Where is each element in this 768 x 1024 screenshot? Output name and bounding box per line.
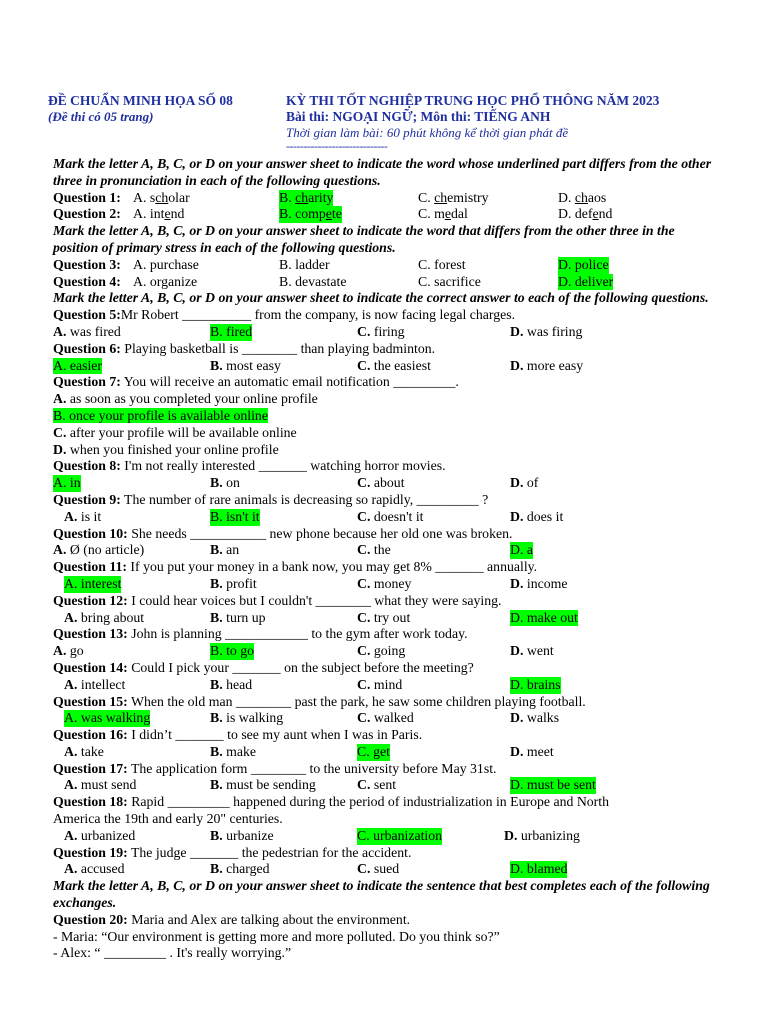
option-d: D. brains (510, 676, 561, 692)
question-13-options (53, 643, 723, 660)
question-stem: Maria and Alex are talking about the environment. (127, 911, 411, 927)
question-10-options (53, 542, 723, 559)
question-stem: She needs ___________ new phone because her old one was broken. (127, 525, 513, 541)
option-c: C. sacrifice (418, 273, 481, 289)
question-17-options (53, 777, 723, 794)
option-b: B. devastate (279, 273, 347, 289)
instruction-pronunciation: Mark the letter A, B, C, or D on your answer sheet to indicate the word whose underlined part differs from the other three in pronunciation in each of the following questions. (53, 156, 712, 188)
question-label: Question 2: (53, 206, 121, 222)
question-label: Question 8: (53, 458, 121, 474)
option-d: D. a (510, 542, 533, 558)
question-13-stem (53, 626, 723, 643)
option-c: C. money (357, 575, 412, 591)
option-b: B. compete (279, 206, 342, 222)
question-10-stem (53, 526, 723, 543)
option-c: C. sent (357, 777, 397, 793)
option-a: A. was walking (64, 710, 151, 726)
question-stem: The application form ________ to the university before May 31st. (127, 760, 497, 776)
option-d: D. must be sent (510, 777, 596, 793)
dialogue-line-maria: - Maria: “Our environment is getting more and more polluted. Do you think so?” (53, 928, 500, 944)
question-8-stem (53, 458, 723, 475)
option-a: A. Ø (no article) (53, 542, 145, 558)
option-a: A. take (64, 743, 104, 759)
question-18-stem-cont: America the 19th and early 20" centuries. (53, 811, 283, 827)
question-1 (53, 190, 723, 207)
option-a: A. go (53, 643, 84, 659)
exam-title: ĐỀ CHUẨN MINH HỌA SỐ 08 (48, 93, 233, 108)
question-stem: If you put your money in a bank now, you may get 8% _______ annually. (126, 559, 538, 575)
option-a: A. was fired (53, 323, 121, 339)
page-count: (Đề thi có 05 trang) (48, 109, 154, 124)
option-a: A. intellect (64, 676, 126, 692)
question-stem: Rapid _________ happened during the period of industrialization in Europe and North (127, 794, 610, 810)
question-stem: I'm not really interested _______ watching horror movies. (120, 458, 446, 474)
option-b: B. urbanize (210, 827, 274, 843)
question-label: Question 16: (53, 727, 128, 743)
option-c: C. the (357, 542, 391, 558)
option-c: C. doesn't it (357, 508, 424, 524)
exam-content (53, 156, 723, 962)
option-d: D. income (510, 575, 568, 591)
option-d: D. chaos (558, 189, 607, 205)
option-a: A. in (53, 475, 81, 491)
question-stem: Mr Robert __________ from the company, is now facing legal charges. (120, 307, 516, 323)
header-right (286, 93, 726, 152)
question-stem: When the old man ________ past the park, he saw some children playing football. (127, 693, 586, 709)
option-b: B. isn't it (210, 508, 260, 524)
question-2 (53, 206, 723, 223)
option-c: C. mind (357, 676, 403, 692)
question-6-stem (53, 341, 723, 358)
question-5-stem (53, 307, 723, 324)
option-c: C. try out (357, 609, 411, 625)
option-b: B. an (210, 542, 240, 558)
question-stem: I could hear voices but I couldn't ________ what they were saying. (127, 592, 502, 608)
question-stem: Playing basketball is ________ than playing badminton. (120, 340, 436, 356)
question-15-options (53, 710, 723, 727)
dialogue-line-alex: - Alex: “ _________ . It's really worrying.” (53, 945, 292, 961)
question-label: Question 15: (53, 693, 128, 709)
option-c: C. forest (418, 256, 466, 272)
option-a: A. easier (53, 357, 103, 373)
question-label: Question 20: (53, 911, 128, 927)
option-d: D. went (510, 643, 554, 659)
option-b: B. fired (210, 323, 253, 339)
question-label: Question 1: (53, 189, 121, 205)
question-stem: You will receive an automatic email notification _________. (120, 374, 459, 390)
subject-line: Bài thi: NGOẠI NGỮ; Môn thi: TIẾNG ANH (286, 109, 551, 124)
question-label: Question 9: (53, 491, 121, 507)
question-stem: John is planning ____________ to the gym after work today. (127, 626, 468, 642)
question-7-option-d: D. when you finished your online profile (53, 441, 279, 457)
option-c: C. about (357, 475, 405, 491)
question-9-options (53, 509, 723, 526)
option-a: A. scholar (133, 189, 190, 205)
question-stem: Could I pick your _______ on the subject before the meeting? (127, 659, 474, 675)
question-stem: The judge _______ the pedestrian for the accident. (127, 844, 412, 860)
option-d: D. was firing (510, 323, 583, 339)
option-b: B. head (210, 676, 253, 692)
question-label: Question 19: (53, 844, 128, 860)
option-d: D. deliver (558, 273, 614, 289)
option-c: C. going (357, 643, 406, 659)
question-7-option-a: A. as soon as you completed your online profile (53, 391, 318, 407)
instruction-correct-answer: Mark the letter A, B, C, or D on your answer sheet to indicate the correct answer to each of the following questions. (53, 290, 709, 306)
option-c: C. the easiest (357, 357, 431, 373)
option-b: B. on (210, 475, 240, 491)
question-label: Question 14: (53, 659, 128, 675)
option-d: D. of (510, 475, 539, 491)
question-stem: I didn’t _______ to see my aunt when I was in Paris. (127, 727, 423, 743)
question-20-stem (53, 912, 723, 929)
option-b: B. profit (210, 575, 257, 591)
question-label: Question 18: (53, 794, 128, 810)
option-d: D. make out (510, 609, 578, 625)
option-b: B. make (210, 743, 256, 759)
question-label: Question 10: (53, 525, 128, 541)
exam-name: KỲ THI TỐT NGHIỆP TRUNG HỌC PHỔ THÔNG NĂM 2023 (286, 93, 660, 108)
option-c: C. chemistry (418, 189, 489, 205)
question-11-options (53, 576, 723, 593)
question-label: Question 7: (53, 374, 121, 390)
option-d: D. more easy (510, 357, 584, 373)
option-a: A. intend (133, 206, 185, 222)
time-limit: Thời gian làm bài: 60 phút không kể thời gian phát đề (286, 125, 569, 140)
option-b: B. charged (210, 861, 270, 877)
question-label: Question 3: (53, 256, 121, 272)
option-b: B. to go (210, 643, 255, 659)
option-b: B. most easy (210, 357, 281, 373)
option-a: A. purchase (133, 256, 199, 272)
option-b: B. must be sending (210, 777, 316, 793)
question-9-stem (53, 492, 723, 509)
question-7-stem (53, 374, 723, 391)
question-5-options (53, 324, 723, 341)
question-label: Question 11: (53, 559, 127, 575)
option-a: A. is it (64, 508, 102, 524)
question-11-stem (53, 559, 723, 576)
question-14-stem (53, 660, 723, 677)
option-d: D. police (558, 256, 609, 272)
question-17-stem (53, 761, 723, 778)
question-14-options (53, 677, 723, 694)
question-label: Question 6: (53, 340, 121, 356)
question-label: Question 5: (53, 307, 121, 323)
option-d: D. walks (510, 710, 560, 726)
option-b: B. is walking (210, 710, 284, 726)
option-d: D. blamed (510, 861, 568, 877)
question-15-stem (53, 694, 723, 711)
question-label: Question 4: (53, 273, 121, 289)
question-label: Question 12: (53, 592, 128, 608)
option-c: C. firing (357, 323, 405, 339)
option-d: D. defend (558, 206, 613, 222)
header-divider: ----------------------------- (286, 139, 388, 153)
header-left (48, 93, 278, 125)
question-7-option-c: C. after your profile will be available online (53, 424, 297, 440)
option-d: D. meet (510, 743, 554, 759)
option-b: B. ladder (279, 256, 330, 272)
option-d: D. does it (510, 508, 564, 524)
question-3 (53, 257, 723, 274)
question-12-stem (53, 593, 723, 610)
option-c: C. urbanization (357, 827, 443, 843)
question-label: Question 17: (53, 760, 128, 776)
question-16-options (53, 744, 723, 761)
instruction-exchange: Mark the letter A, B, C, or D on your answer sheet to indicate the sentence that best completes each of the following exchanges. (53, 878, 710, 911)
question-12-options (53, 610, 723, 627)
option-c: C. medal (418, 206, 468, 222)
option-c: C. sued (357, 861, 400, 877)
question-19-stem (53, 845, 723, 862)
instruction-stress: Mark the letter A, B, C, or D on your answer sheet to indicate the word that differs from the other three in the position of primary stress in each of the following questions. (53, 223, 675, 255)
option-a: A. must send (64, 777, 137, 793)
question-18-options (53, 828, 723, 845)
option-a: A. organize (133, 273, 198, 289)
question-label: Question 13: (53, 626, 128, 642)
option-b: B. turn up (210, 609, 266, 625)
option-c: C. get (357, 743, 390, 759)
question-16-stem (53, 727, 723, 744)
question-6-options (53, 358, 723, 375)
option-a: A. urbanized (64, 827, 136, 843)
question-4 (53, 274, 723, 291)
option-a: A. accused (64, 861, 125, 877)
question-7-option-b: B. once your profile is available online (53, 407, 268, 423)
option-b: B. charity (279, 189, 334, 205)
question-8-options (53, 475, 723, 492)
option-c: C. walked (357, 710, 414, 726)
option-a: A. bring about (64, 609, 145, 625)
question-19-options (53, 861, 723, 878)
option-d: D. urbanizing (504, 827, 580, 843)
question-18-stem (53, 794, 723, 811)
question-stem: The number of rare animals is decreasing so rapidly, _________ ? (120, 491, 489, 507)
option-a: A. interest (64, 575, 122, 591)
